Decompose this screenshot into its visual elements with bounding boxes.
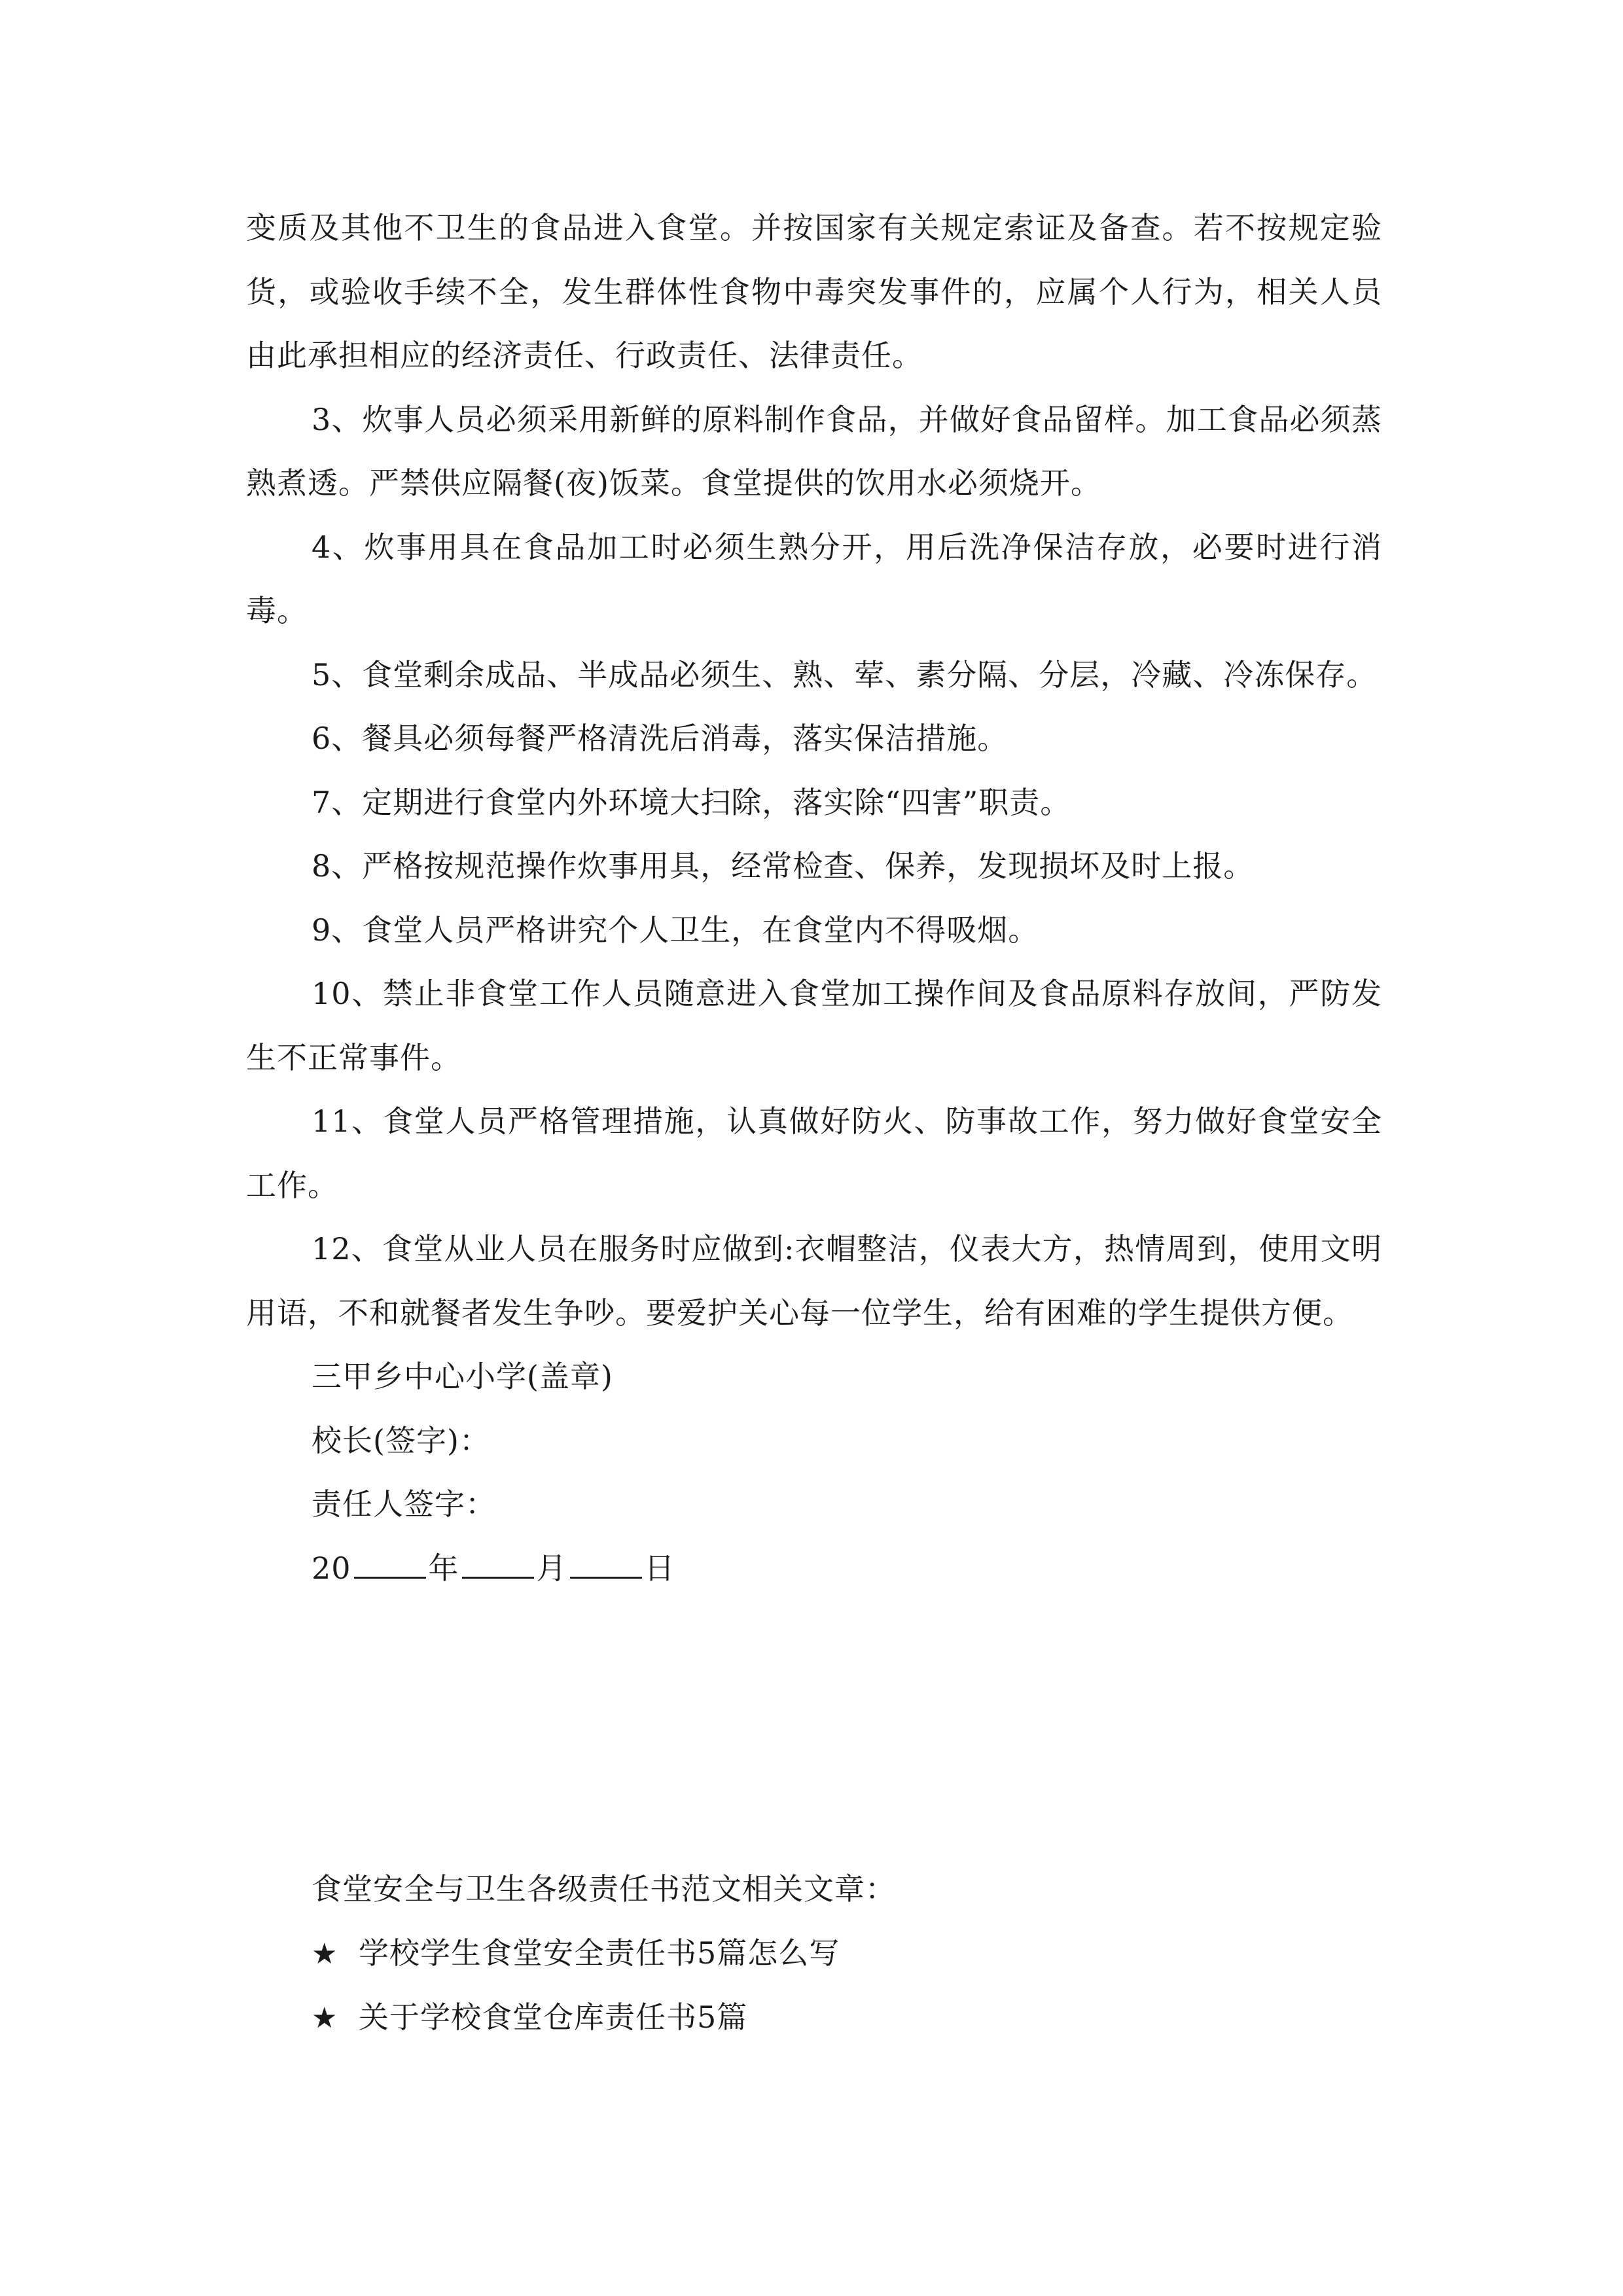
related-link-1[interactable] xyxy=(312,1922,1359,1986)
item-7: 7、定期进行食堂内外环境大扫除，落实除“四害”职责。 xyxy=(312,784,1071,820)
item-10: 10、禁止非食堂工作人员随意进入食堂加工操作间及食品原料存放间，严防发生不正常事件。 xyxy=(246,976,1382,1075)
date-year: 年 xyxy=(428,1550,459,1586)
item-4: 4、炊事用具在食品加工时必须生熟分开，用后洗净保洁存放，必要时进行消毒。 xyxy=(246,529,1382,628)
day-blank xyxy=(570,1551,642,1579)
item-12: 12、食堂从业人员在服务时应做到:衣帽整洁，仪表大方，热情周到，使用文明用语，不和就餐者发生争吵。要爱护关心每一位学生，给有困难的学生提供方便。 xyxy=(246,1231,1382,1331)
item-9: 9、食堂人员严格讲究个人卫生，在食堂内不得吸烟。 xyxy=(312,912,1039,948)
principal-signature-line: 校长(签字)： xyxy=(312,1422,490,1458)
date-prefix: 20 xyxy=(312,1550,351,1586)
body-text xyxy=(246,196,1382,1600)
date-day: 日 xyxy=(644,1550,675,1586)
responsible-signature-line: 责任人签字： xyxy=(312,1486,496,1522)
date-line xyxy=(246,1537,1382,1601)
item-11: 11、食堂人员严格管理措施，认真做好防火、防事故工作，努力做好食堂安全工作。 xyxy=(246,1103,1382,1203)
item-6: 6、餐具必须每餐严格清洗后消毒，落实保洁措施。 xyxy=(312,721,1008,756)
school-seal-line: 三甲乡中心小学(盖章) xyxy=(312,1359,613,1394)
related-link-2-text[interactable]: 关于学校食堂仓库责任书5篇 xyxy=(359,2000,748,2035)
star-icon: ★ xyxy=(312,1937,338,1971)
date-month: 月 xyxy=(536,1550,567,1586)
related-link-1-text[interactable]: 学校学生食堂安全责任书5篇怎么写 xyxy=(359,1935,840,1971)
item-8: 8、严格按规范操作炊事用具，经常检查、保养，发现损坏及时上报。 xyxy=(312,848,1255,884)
item-5: 5、食堂剩余成品、半成品必须生、熟、荤、素分隔、分层，冷藏、冷冻保存。 xyxy=(312,656,1378,692)
year-blank xyxy=(354,1551,426,1579)
related-link-2[interactable] xyxy=(312,1986,1359,2051)
related-heading: 食堂安全与卫生各级责任书范文相关文章： xyxy=(312,1871,896,1907)
continuation-paragraph: 变质及其他不卫生的食品进入食堂。并按国家有关规定索证及备查。若不按规定验货，或验收手续不全，发生群体性食物中毒突发事件的，应属个人行为，相关人员由此承担相应的经济责任、行政责任、法律责任。 xyxy=(246,210,1382,373)
related-articles xyxy=(312,1857,1359,2051)
star-icon: ★ xyxy=(312,2001,338,2035)
month-blank xyxy=(462,1551,534,1579)
item-3: 3、炊事人员必须采用新鲜的原料制作食品，并做好食品留样。加工食品必须蒸熟煮透。严禁供应隔餐(夜)饭菜。食堂提供的饮用水必须烧开。 xyxy=(246,401,1382,501)
